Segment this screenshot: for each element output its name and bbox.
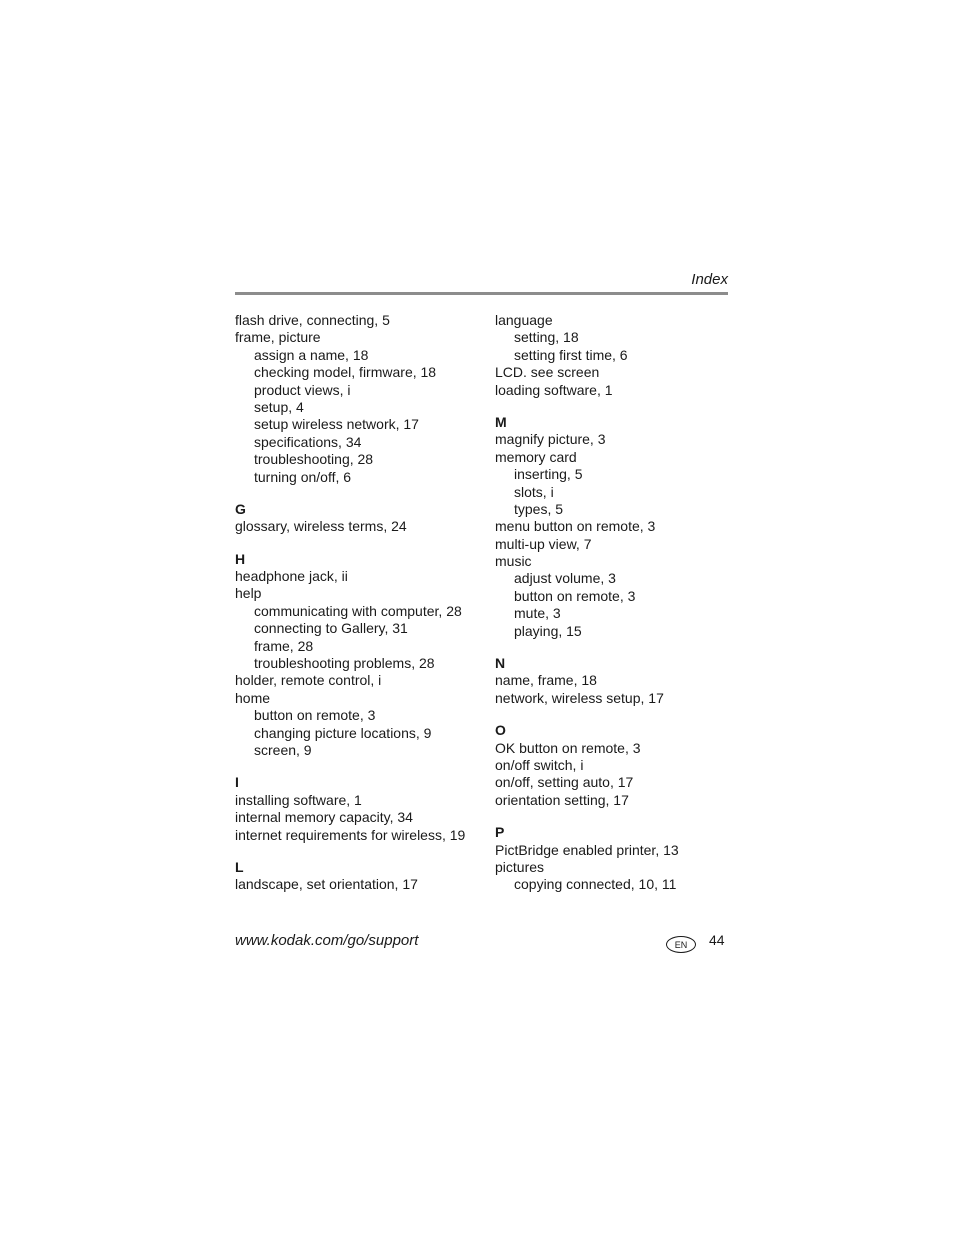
index-entry: installing software, 1	[235, 791, 362, 808]
index-subentry: playing, 15	[514, 622, 582, 639]
index-entry: glossary, wireless terms, 24	[235, 518, 407, 535]
index-entry: music	[495, 553, 532, 570]
index-subentry: setup, 4	[254, 398, 304, 415]
section-gap	[235, 844, 485, 859]
index-subentry: setting first time, 6	[514, 346, 628, 363]
index-letter-heading: O	[495, 722, 506, 739]
index-entry: multi-up view, 7	[495, 535, 592, 552]
index-column-left	[235, 312, 485, 894]
index-letter-heading: H	[235, 550, 246, 567]
index-letter-heading: P	[495, 824, 505, 841]
index-entry: internet requirements for wireless, 19	[235, 826, 466, 843]
section-gap	[495, 809, 745, 824]
index-entry: on/off switch, i	[495, 756, 584, 773]
section-gap	[235, 759, 485, 774]
index-letter-heading: L	[235, 858, 244, 875]
section-gap	[235, 486, 485, 501]
index-subentry: slots, i	[514, 483, 554, 500]
index-entry: OK button on remote, 3	[495, 739, 641, 756]
index-subentry: troubleshooting problems, 28	[254, 655, 435, 672]
index-entry: headphone jack, ii	[235, 568, 348, 585]
index-subentry: setup wireless network, 17	[254, 416, 419, 433]
index-subentry: button on remote, 3	[254, 707, 376, 724]
index-subentry: types, 5	[514, 500, 564, 517]
index-letter-heading: I	[235, 774, 239, 791]
index-letter-heading: N	[495, 655, 506, 672]
index-subentry: inserting, 5	[514, 466, 583, 483]
index-subentry: troubleshooting, 28	[254, 451, 374, 468]
index-subentry: connecting to Gallery, 31	[254, 620, 408, 637]
index-subentry: mute, 3	[514, 605, 561, 622]
index-subentry: frame, 28	[254, 637, 314, 654]
index-subentry: turning on/off, 6	[254, 468, 352, 485]
index-letter-heading: M	[495, 413, 507, 430]
language-badge: EN	[666, 936, 696, 953]
index-subentry: adjust volume, 3	[514, 570, 616, 587]
section-gap	[495, 399, 745, 414]
index-entry: holder, remote control, i	[235, 672, 382, 689]
page-header-title: Index	[691, 271, 728, 288]
index-column-right	[495, 312, 745, 894]
index-entry: memory card	[495, 448, 577, 465]
index-subentry: specifications, 34	[254, 433, 362, 450]
index-entry: internal memory capacity, 34	[235, 809, 413, 826]
index-entry: PictBridge enabled printer, 13	[495, 841, 679, 858]
index-letter-heading: G	[235, 500, 246, 517]
index-entry: orientation setting, 17	[495, 791, 629, 808]
index-entry: help	[235, 585, 262, 602]
index-entry: magnify picture, 3	[495, 431, 606, 448]
header-rule	[235, 292, 728, 295]
index-subentry: changing picture locations, 9	[254, 724, 432, 741]
index-subentry: button on remote, 3	[514, 587, 636, 604]
index-entry: landscape, set orientation, 17	[235, 876, 418, 893]
index-entry: home	[235, 689, 271, 706]
section-gap	[235, 536, 485, 551]
index-entry: frame, picture	[235, 329, 321, 346]
index-entry: network, wireless setup, 17	[495, 689, 664, 706]
index-subentry: copying connected, 10, 11	[514, 876, 677, 893]
index-entry: flash drive, connecting, 5	[235, 312, 390, 328]
page-number: 44	[709, 932, 725, 948]
index-subentry: assign a name, 18	[254, 346, 369, 363]
index-entry: pictures	[495, 858, 545, 875]
index-subentry: communicating with computer, 28	[254, 602, 462, 619]
section-gap	[495, 707, 745, 722]
index-subentry: product views, i	[254, 381, 351, 398]
section-gap	[495, 640, 745, 655]
index-entry: name, frame, 18	[495, 672, 597, 689]
index-entry: menu button on remote, 3	[495, 518, 656, 535]
index-subentry: checking model, firmware, 18	[254, 364, 437, 381]
footer-url: www.kodak.com/go/support	[235, 932, 419, 949]
index-subentry: screen, 9	[254, 741, 312, 758]
index-entry: LCD. see screen	[495, 364, 600, 381]
index-entry: language	[495, 312, 553, 328]
index-entry: on/off, setting auto, 17	[495, 774, 634, 791]
index-entry: loading software, 1	[495, 381, 613, 398]
index-subentry: setting, 18	[514, 329, 579, 346]
